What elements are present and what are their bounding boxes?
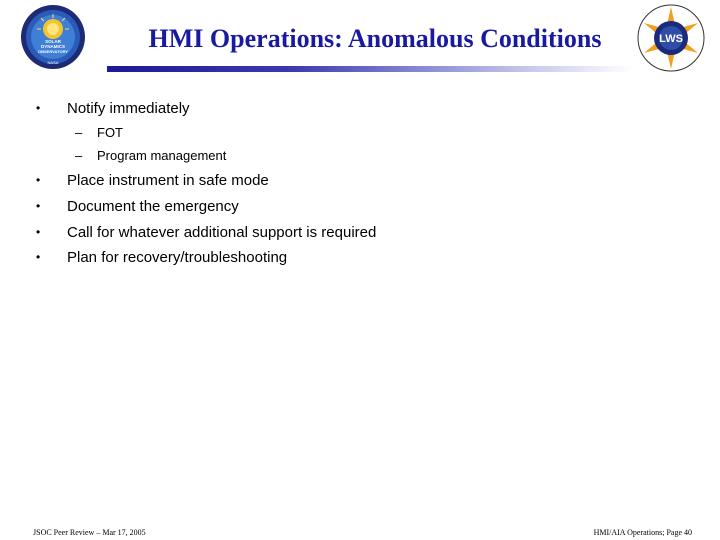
bullet-glyph: • bbox=[36, 173, 41, 187]
sub-bullet-glyph: – bbox=[75, 148, 83, 163]
sub-bullet-program-management: Program management bbox=[97, 148, 227, 163]
page-title: HMI Operations: Anomalous Conditions bbox=[148, 24, 602, 53]
bullet-document: Document the emergency bbox=[67, 198, 239, 215]
sdo-logo-line-1: SOLAR bbox=[45, 39, 61, 44]
bullet-notify: Notify immediately bbox=[67, 100, 190, 117]
bullet-glyph: • bbox=[36, 250, 41, 264]
footer-left: JSOC Peer Review – Mar 17, 2005 bbox=[33, 528, 146, 537]
bullet-safe-mode: Place instrument in safe mode bbox=[67, 172, 269, 189]
bullet-support: Call for whatever additional support is required bbox=[67, 224, 377, 241]
lws-logo-text: LWS bbox=[659, 33, 683, 45]
sdo-logo-line-3: OBSERVATORY bbox=[37, 49, 69, 54]
sub-bullet-glyph: – bbox=[75, 125, 83, 140]
sdo-logo-line-2: DYNAMICS bbox=[40, 44, 66, 49]
bullet-glyph: • bbox=[36, 101, 41, 115]
bullet-glyph: • bbox=[36, 225, 41, 239]
sub-bullet-fot: FOT bbox=[97, 125, 123, 140]
bullet-recovery: Plan for recovery/troubleshooting bbox=[67, 249, 288, 266]
sdo-logo-line-4: NASA bbox=[47, 60, 59, 65]
bullet-glyph: • bbox=[36, 199, 41, 213]
footer-right: HMI/AIA Operations; Page 40 bbox=[593, 528, 692, 537]
